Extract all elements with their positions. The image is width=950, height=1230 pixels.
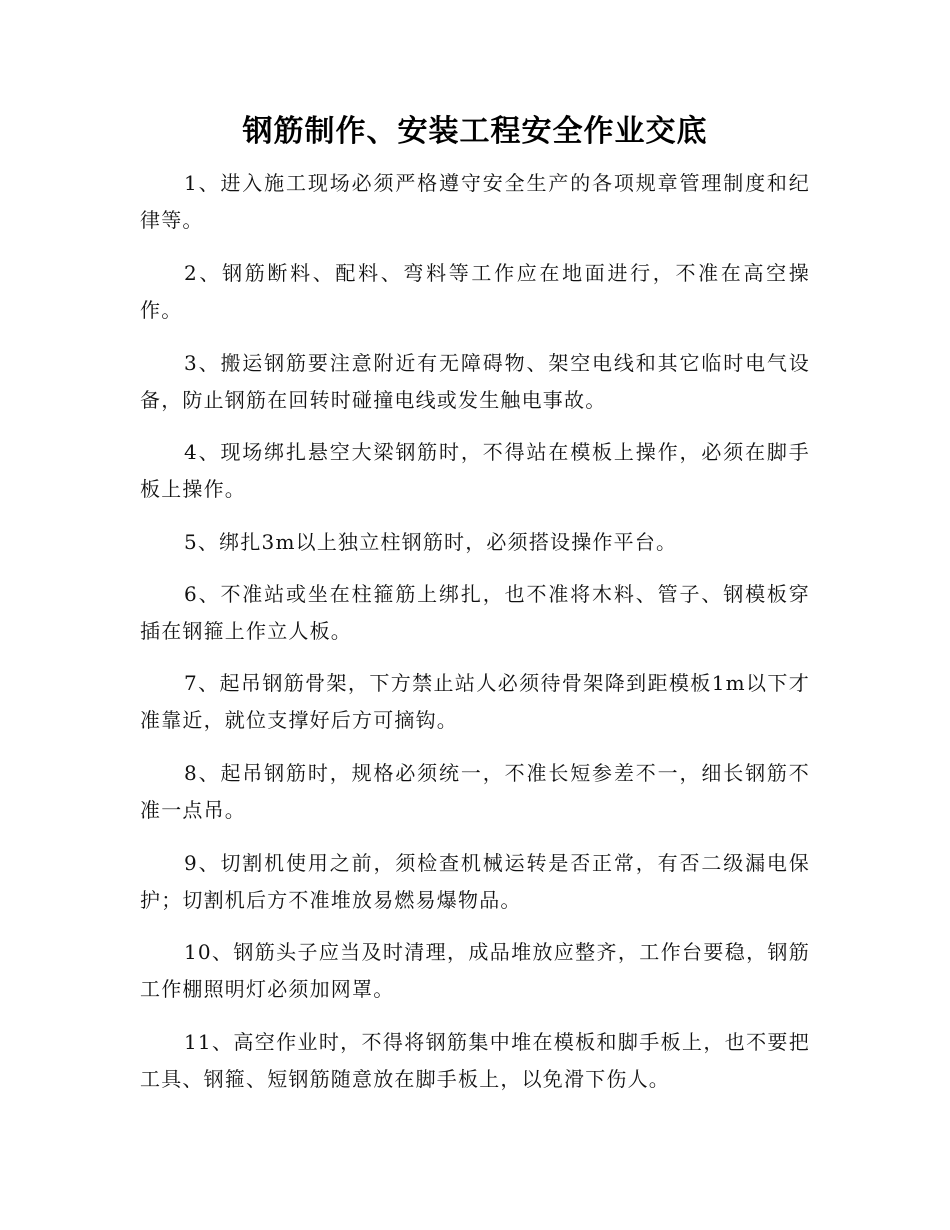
safety-item-11: 11、高空作业时，不得将钢筋集中堆在模板和脚手板上，也不要把工具、钢箍、短钢筋随意放在脚手板上，以免滑下伤人。	[140, 1030, 810, 1091]
safety-item-10: 10、钢筋头子应当及时清理，成品堆放应整齐，工作台要稳，钢筋工作棚照明灯必须加网罩。	[140, 940, 810, 1001]
safety-item-1: 1、进入施工现场必须严格遵守安全生产的各项规章管理制度和纪律等。	[140, 171, 810, 232]
safety-item-6: 6、不准站或坐在柱箍筋上绑扎，也不准将木料、管子、钢模板穿插在钢箍上作立人板。	[140, 582, 810, 643]
safety-item-7: 7、起吊钢筋骨架，下方禁止站人必须待骨架降到距模板1m以下才准靠近，就位支撑好后方可摘钩。	[140, 671, 810, 732]
safety-item-9: 9、切割机使用之前，须检查机械运转是否正常，有否二级漏电保护；切割机后方不准堆放易燃易爆物品。	[140, 851, 810, 912]
safety-item-8: 8、起吊钢筋时，规格必须统一，不准长短参差不一，细长钢筋不准一点吊。	[140, 761, 810, 822]
safety-item-2: 2、钢筋断料、配料、弯料等工作应在地面进行，不准在高空操作。	[140, 261, 810, 322]
document-title: 钢筋制作、安装工程安全作业交底	[242, 114, 708, 149]
safety-item-4: 4、现场绑扎悬空大梁钢筋时，不得站在模板上操作，必须在脚手板上操作。	[140, 440, 810, 501]
safety-item-3: 3、搬运钢筋要注意附近有无障碍物、架空电线和其它临时电气设备，防止钢筋在回转时碰撞电线或发生触电事故。	[140, 351, 810, 412]
safety-item-5: 5、绑扎3m以上独立柱钢筋时，必须搭设操作平台。	[184, 530, 678, 554]
